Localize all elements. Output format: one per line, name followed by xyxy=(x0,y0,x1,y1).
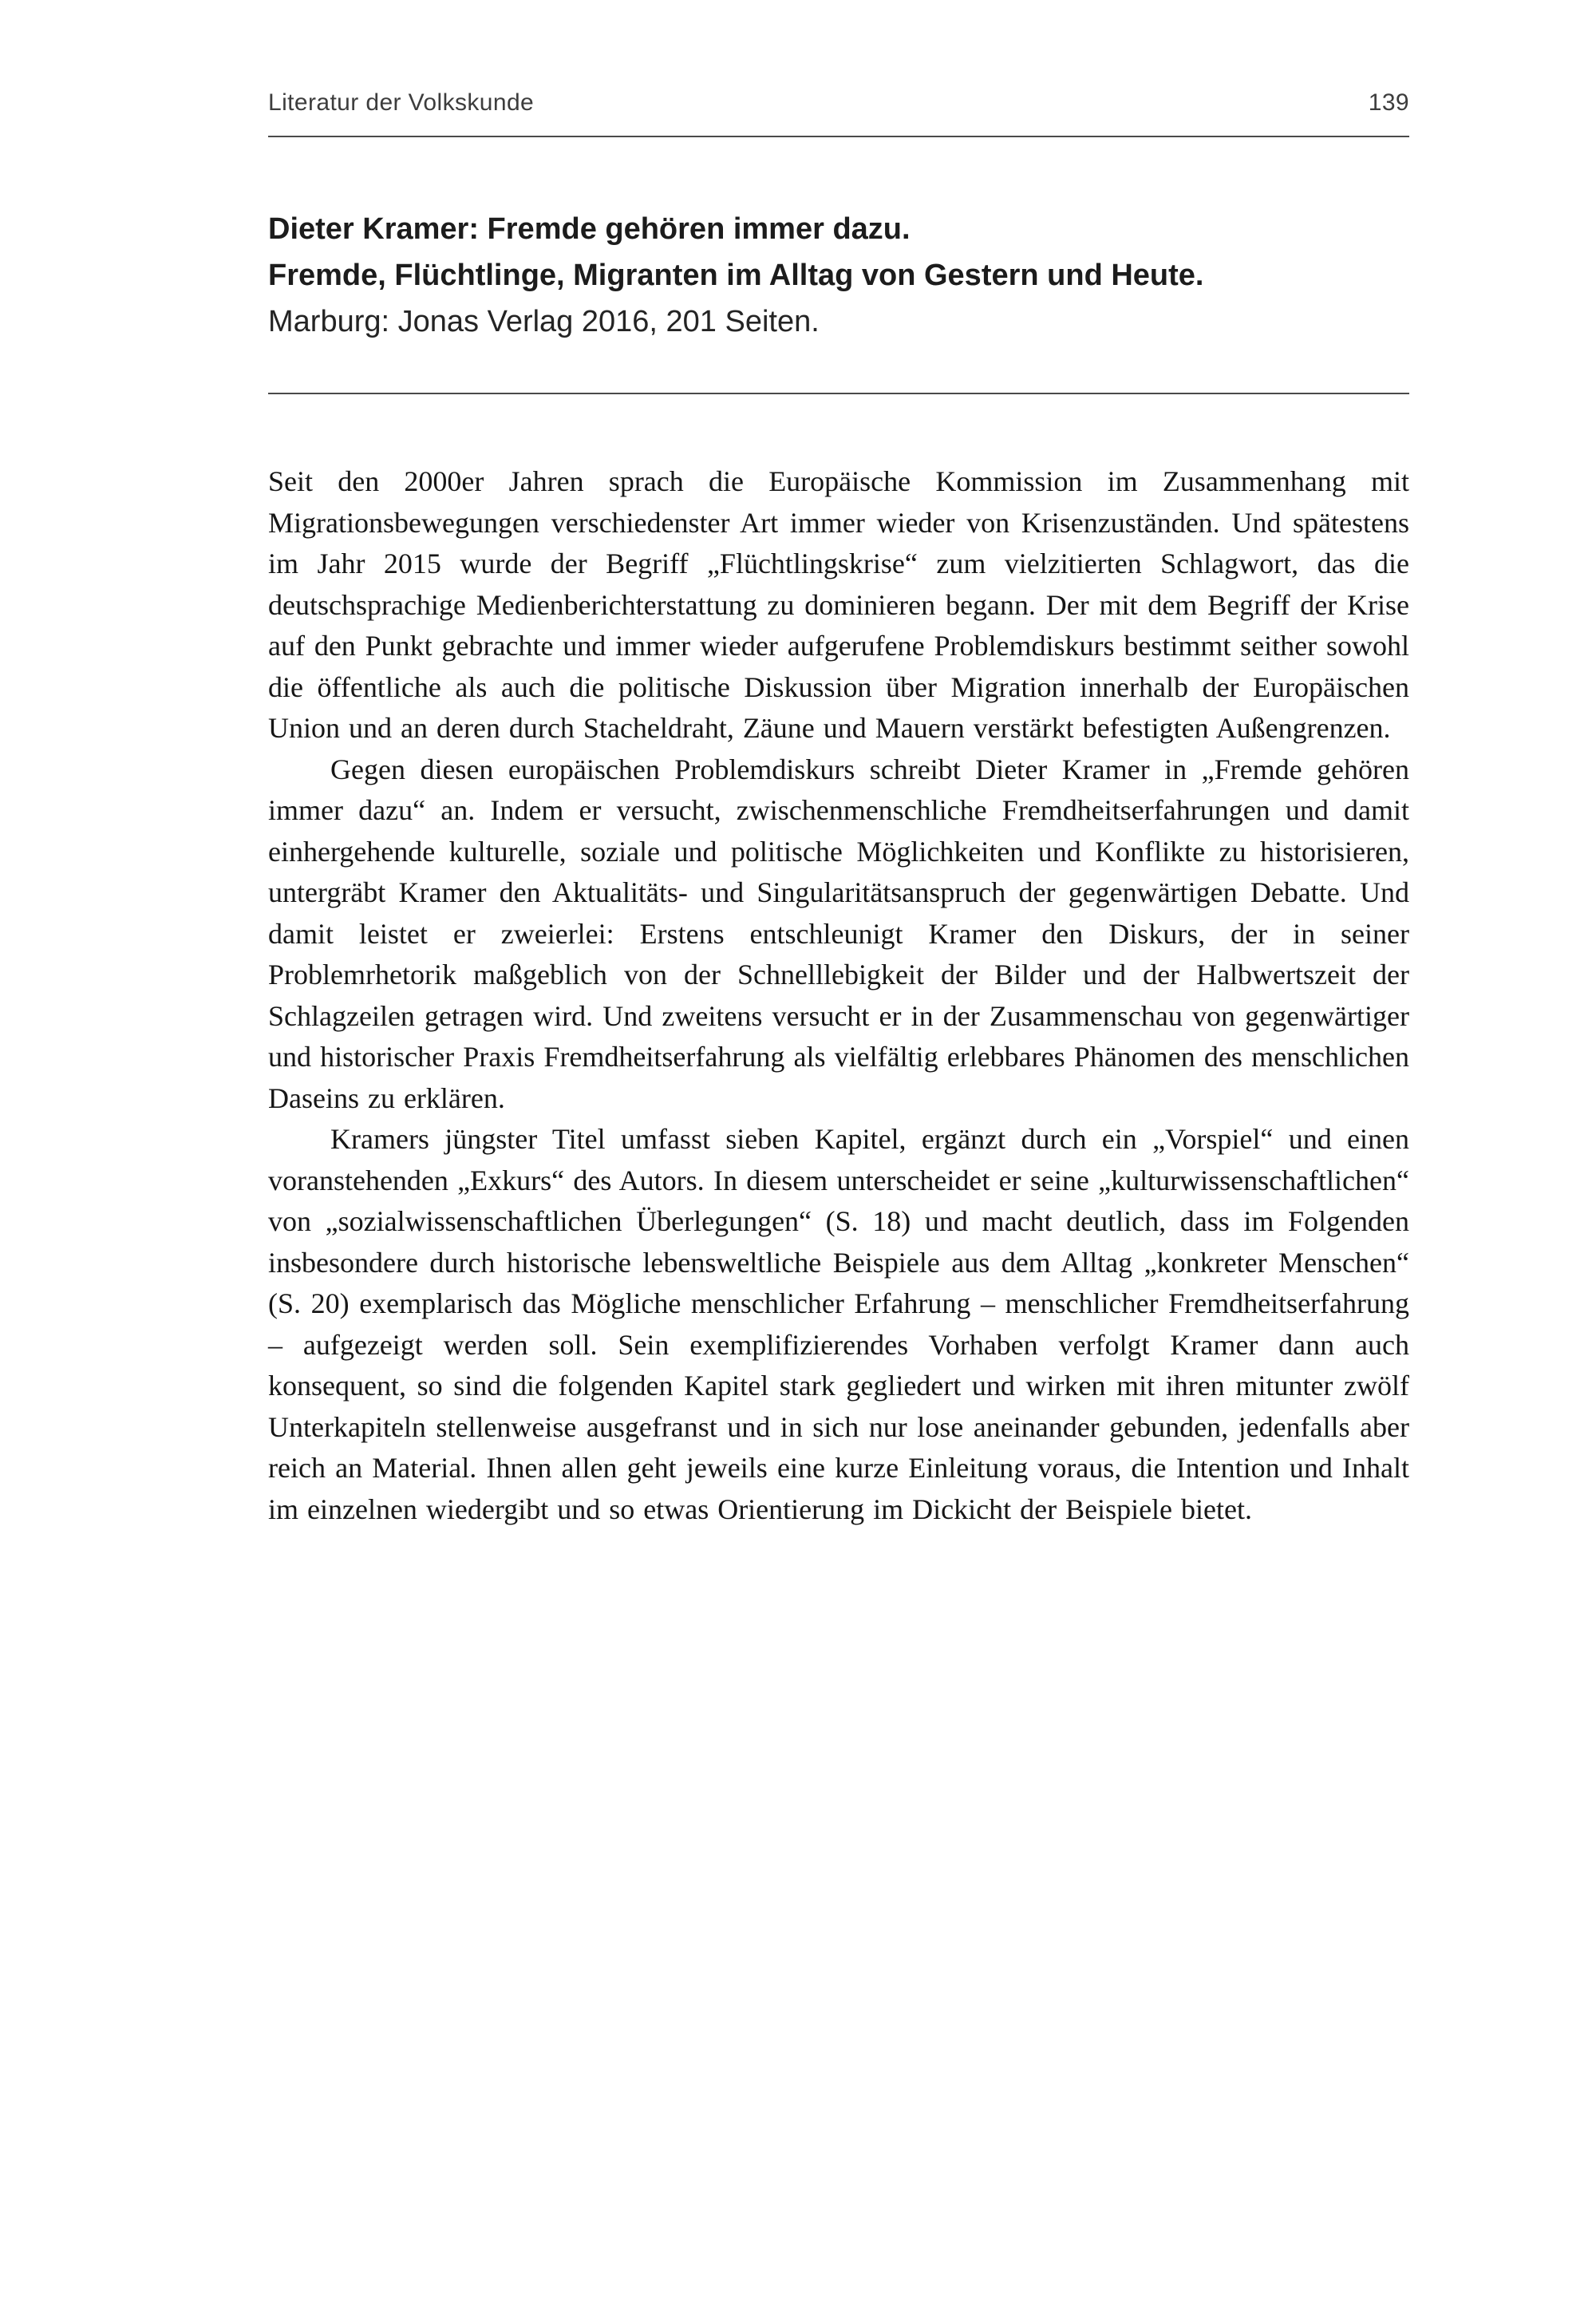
review-title-line3: Marburg: Jonas Verlag 2016, 201 Seiten. xyxy=(268,305,820,338)
body-paragraph-1: Seit den 2000er Jahren sprach die Europäische Kommission im Zusammenhang mit Migrationsbewegungen verschiedenster Art immer wieder von Krisenzuständen. Und spätestens im Jahr 2015 wurde der Begriff „Flüchtlingskrise“ zum vielzitierten Schlagwort, das die deutschsprachige Medienberichterstattung zu dominieren begann. Der mit dem Begriff der Krise auf den Punkt gebrachte und immer wieder aufgerufene Problemdiskurs bestimmt seither sowohl die öffentliche als auch die politische Diskussion über Migration innerhalb der Europäischen Union und an deren durch Stacheldraht, Zäune und Mauern verstärkt befestigten Außengrenzen. xyxy=(268,465,1409,744)
review-title-line1: Dieter Kramer: Fremde gehören immer dazu. xyxy=(268,212,911,246)
body-paragraph-2: Gegen diesen europäischen Problemdiskurs schreibt Dieter Kramer in „Fremde gehören immer dazu“ an. Indem er versucht, zwischenmenschliche Fremdheitserfahrungen und damit einhergehende kulturelle, soziale und politische Möglichkeiten und Konflikte zu historisieren, untergräbt Kramer den Aktualitäts- und Singularitätsanspruch der gegenwärtigen Debatte. Und damit leistet er zweierlei: Erstens entschleunigt Kramer den Diskurs, der in seiner Problemrhetorik maßgeblich von der Schnelllebigkeit der Bilder und der Halbwertszeit der Schlagzeilen getragen wird. Und zweitens versucht er in der Zusammenschau von gegenwärtiger und historischer Praxis Fremdheitserfahrung als vielfältig erlebbares Phänomen des menschlichen Daseins zu erklären. xyxy=(268,753,1409,1114)
title-rule xyxy=(268,393,1409,394)
review-heading xyxy=(268,206,1409,345)
running-header xyxy=(268,89,1409,117)
page-number: 139 xyxy=(1368,89,1409,116)
review-title-line2: Fremde, Flüchtlinge, Migranten im Alltag von Gestern und Heute. xyxy=(268,259,1204,292)
running-header-title: Literatur der Volkskunde xyxy=(268,89,535,116)
header-rule xyxy=(268,136,1409,137)
body-paragraph-3: Kramers jüngster Titel umfasst sieben Kapitel, ergänzt durch ein „Vorspiel“ und einen voranstehenden „Exkurs“ des Autors. In diesem unterscheidet er seine „kulturwissenschaftlichen“ von „sozialwissenschaftlichen Überlegungen“ (S. 18) und macht deutlich, dass im Folgenden insbesondere durch historische lebensweltliche Beispiele aus dem Alltag „konkreter Menschen“ (S. 20) exemplarisch das Mögliche menschlicher Erfahrung – menschlicher Fremdheitserfahrung – aufgezeigt werden soll. Sein exemplifizierendes Vorhaben verfolgt Kramer dann auch konsequent, so sind die folgenden Kapitel stark gegliedert und wirken mit ihren mitunter zwölf Unterkapiteln stellenweise ausgefranst und in sich nur lose aneinander gebunden, jedenfalls aber reich an Material. Ihnen allen geht jeweils eine kurze Einleitung voraus, die Intention und Inhalt im einzelnen wiedergibt und so etwas Orientierung im Dickicht der Beispiele bietet. xyxy=(268,1123,1409,1525)
review-body xyxy=(268,461,1409,1530)
